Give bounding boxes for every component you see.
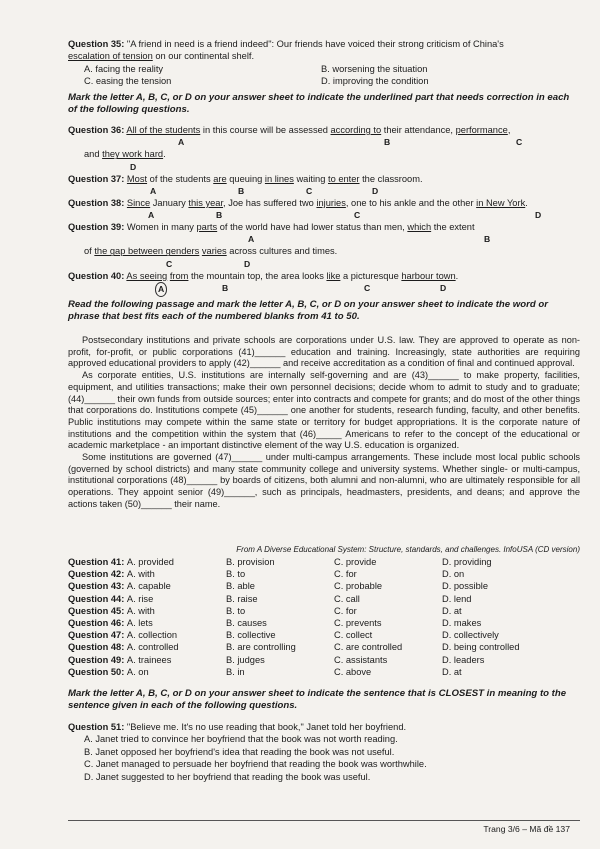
- option-a: A. facing the reality: [84, 63, 164, 74]
- letter-d: D: [535, 210, 542, 221]
- underlined-c: in lines: [264, 174, 294, 184]
- question-text-tail: on our continental shelf.: [152, 51, 255, 62]
- option-a: A. Janet tried to convince her boyfriend that the book was not worth reading.: [84, 734, 398, 745]
- text: January: [150, 198, 189, 208]
- option-a: A. trainees: [126, 654, 172, 665]
- reading-passage: [68, 335, 580, 511]
- underlined-c: performance: [455, 125, 508, 135]
- question-label: Question 36:: [68, 125, 125, 135]
- option-a: A. lets: [126, 618, 153, 629]
- letter-a-circled: A: [155, 282, 167, 296]
- option-a: A. provided: [126, 557, 174, 567]
- text: .: [163, 149, 166, 160]
- option-c: C. collect: [334, 630, 373, 641]
- option-b: B. judges: [226, 654, 265, 665]
- letter-b: B: [238, 186, 245, 197]
- question-label: Question 41:: [68, 557, 125, 567]
- option-b: B. provision: [226, 557, 275, 567]
- letter-c: C: [364, 283, 371, 294]
- text: .: [525, 198, 528, 208]
- underlined-b: are: [213, 174, 227, 184]
- text: ,: [507, 125, 511, 135]
- mc-question-45: [68, 605, 226, 617]
- underlined-a: Since: [126, 198, 151, 208]
- text: waiting: [293, 174, 328, 184]
- option-c: C. provide: [334, 557, 377, 567]
- option-c: C. above: [334, 666, 372, 677]
- letter-a: A: [150, 186, 157, 197]
- mc-question-47: [68, 629, 226, 641]
- underlined-d: harbour town: [401, 271, 456, 281]
- letter-d: D: [130, 161, 137, 172]
- underlined-phrase: escalation of tension: [68, 51, 153, 62]
- underlined-d: to enter: [327, 174, 360, 184]
- instruction-closest-meaning: Mark the letter A, B, C, or D on your answer sheet to indicate the sentence that is CLOSEST in meaning to the sentence given in each of the following questions.: [68, 688, 567, 712]
- mc-question-41: [68, 556, 226, 568]
- mc-question-43: [68, 580, 226, 592]
- letter-d: D: [372, 186, 379, 197]
- letter-d: D: [244, 258, 251, 269]
- passage-source: From A Diverse Educational System: Structure, standards, and challenges. InfoUSA (CD version): [236, 545, 580, 554]
- page-footer: [68, 820, 580, 834]
- option-d: D. collectively: [442, 630, 499, 641]
- underlined-a: As seeing: [126, 271, 168, 281]
- option-d: D. at: [442, 605, 462, 616]
- letter-c: C: [354, 210, 361, 221]
- text: , one to his ankle and the other: [345, 198, 477, 208]
- option-d: D. improving the condition: [321, 76, 429, 87]
- underlined-b: this year: [188, 198, 224, 208]
- question-38: [68, 197, 580, 219]
- text: the classroom.: [359, 174, 423, 184]
- mc-question-44: [68, 593, 226, 605]
- letter-d: D: [440, 283, 447, 294]
- question-label: Question 37:: [68, 174, 125, 184]
- question-label: Question 48:: [68, 642, 125, 653]
- letter-b: B: [216, 210, 223, 221]
- question-label: Question 43:: [68, 581, 125, 592]
- letter-c: C: [306, 186, 313, 197]
- option-b: B. are controlling: [226, 642, 296, 653]
- option-c: C. probable: [334, 581, 383, 592]
- text: queuing: [226, 174, 265, 184]
- option-a: A. with: [126, 605, 155, 616]
- paragraph-3: Some institutions are governed (47)______ under multi-campus arrangements. These include most local public schools (governed by school districts) and many state community college and university systems. Whether single- or multi-campus, institutional corporations (48)______ by boards of citizens, both alumni and non-alumni, who are ultimately responsible for all operations. They appoint senior (49)______, such as principals, headmasters, presidents, and deans; and approve the actions taken (50)______ their name.: [68, 452, 580, 509]
- option-c: C. call: [334, 593, 360, 604]
- option-d: D. lend: [442, 593, 472, 604]
- underlined-a: Most: [126, 174, 148, 184]
- question-label: Question 39:: [68, 222, 125, 232]
- option-b: B. causes: [226, 618, 267, 629]
- question-label: Question 42:: [68, 569, 125, 580]
- text: Women in many: [126, 222, 197, 232]
- question-label: Question 44:: [68, 593, 125, 604]
- option-b: B. raise: [226, 593, 258, 604]
- mc-question-49: [68, 654, 226, 666]
- question-label: Question 47:: [68, 630, 125, 641]
- option-c: C. assistants: [334, 654, 388, 665]
- text: .: [455, 271, 459, 281]
- option-a: A. with: [126, 569, 155, 580]
- option-b: B. in: [226, 666, 245, 677]
- option-d: D. makes: [442, 618, 482, 629]
- option-d: D. being controlled: [442, 642, 520, 653]
- option-d: D. at: [442, 666, 462, 677]
- option-c: C. for: [334, 605, 357, 616]
- option-b: B. to: [226, 569, 246, 580]
- page-number: Trang 3/6 – Mã đề 137: [483, 824, 570, 834]
- instruction-cloze: Read the following passage and mark the letter A, B, C, or D on your answer sheet to indicate the word or phrase that best fits each of the numbered blanks from 41 to 50.: [68, 299, 548, 323]
- instruction-error-identification: Mark the letter A, B, C, or D on your answer sheet to indicate the underlined part that needs correction in each of the following questions.: [68, 92, 570, 116]
- letter-c: C: [516, 137, 523, 148]
- question-label: Question 51:: [68, 722, 125, 732]
- question-label: Question 45:: [68, 605, 125, 616]
- paragraph-1: Postsecondary institutions and private schools are corporations under U.S. law. They are approved to operate as non-profit, for-profit, or public corporations (41)______ education and training. Increasingly, state authorities are requiring approved educational providers to apply (42)______ and receive accreditation as a condition of final and continued approval.: [68, 335, 580, 369]
- question-label: Question 38:: [68, 198, 125, 208]
- text: in this course will be assessed: [200, 125, 331, 135]
- mc-question-50: [68, 666, 226, 678]
- text: , Joe has suffered two: [223, 198, 317, 208]
- option-a: A. controlled: [126, 642, 179, 653]
- question-37: [68, 173, 580, 195]
- option-d: D. leaders: [442, 654, 485, 665]
- option-b: B. to: [226, 605, 246, 616]
- option-b: B. able: [226, 581, 255, 592]
- question-label: Question 46:: [68, 618, 125, 629]
- option-d: D. possible: [442, 581, 488, 592]
- text: and: [84, 149, 103, 160]
- option-c: C. for: [334, 569, 357, 580]
- question-text: "Believe me. It's no use reading that book," Janet told her boyfriend.: [126, 722, 407, 732]
- option-a: A. capable: [126, 581, 171, 592]
- option-a: A. collection: [126, 630, 178, 641]
- underlined-d: varies: [201, 246, 227, 257]
- letter-b: B: [484, 234, 491, 245]
- underlined-a: parts: [196, 222, 218, 232]
- question-39: [68, 221, 580, 268]
- mc-question-42: [68, 568, 226, 580]
- underlined-a: All of the students: [126, 125, 201, 135]
- underlined-b: according to: [330, 125, 382, 135]
- question-40: [68, 270, 580, 295]
- underlined-b: which: [407, 222, 432, 232]
- text: the mountain top, the area looks: [188, 271, 327, 281]
- answer-options-grid: [68, 556, 580, 678]
- mc-question-46: [68, 617, 226, 629]
- text: a picturesque: [340, 271, 402, 281]
- question-51: [68, 721, 580, 783]
- underlined-c: the gap between genders: [94, 246, 200, 257]
- letter-b: B: [384, 137, 391, 148]
- option-d: D. providing: [442, 557, 492, 567]
- option-b: B. Janet opposed her boyfriend's idea that reading the book was not useful.: [84, 746, 395, 757]
- option-a: A. on: [126, 666, 149, 677]
- underlined-c: injuries: [316, 198, 346, 208]
- text: of the students: [147, 174, 214, 184]
- option-b: B. worsening the situation: [321, 63, 428, 74]
- mc-question-48: [68, 641, 226, 653]
- underlined-d: in New York: [476, 198, 526, 208]
- text: across cultures and times.: [226, 246, 338, 257]
- option-d: D. on: [442, 569, 465, 580]
- option-c: C. are controlled: [334, 642, 403, 653]
- text: of: [84, 246, 95, 257]
- text: their attendance,: [381, 125, 456, 135]
- question-label: Question 49:: [68, 654, 125, 665]
- letter-a: A: [148, 210, 155, 221]
- question-text: "A friend in need is a friend indeed": Our friends have voiced their strong criticism of China's: [126, 39, 504, 49]
- question-label: Question 40:: [68, 271, 125, 281]
- text: the extent: [431, 222, 475, 232]
- option-c: C. easing the tension: [84, 76, 172, 87]
- option-a: A. rise: [126, 593, 154, 604]
- text: of the world have had lower status than men,: [217, 222, 408, 232]
- option-c: C. prevents: [334, 618, 382, 629]
- letter-a: A: [178, 137, 185, 148]
- underlined-c: like: [326, 271, 341, 281]
- question-36: [68, 124, 580, 171]
- option-d: D. Janet suggested to her boyfriend that reading the book was useful.: [84, 771, 371, 782]
- option-c: C. Janet managed to persuade her boyfriend that reading the book was worthwhile.: [84, 759, 427, 770]
- letter-c: C: [166, 258, 173, 269]
- question-35: [68, 38, 580, 88]
- letter-a: A: [248, 234, 255, 245]
- option-b: B. collective: [226, 630, 276, 641]
- question-label: Question 35:: [68, 39, 125, 49]
- underlined-b: from: [169, 271, 189, 281]
- underlined-d: they work hard: [102, 149, 164, 160]
- paragraph-2: As corporate entities, U.S. institutions are internally self-governing and are (43)______ to make property, facilities, equipment, and utilities transactions; make their own personnel decisions; decide whom to admit to study and to graduate; (44)______ their own funds from outside sources; enter into contracts and compete for grants; and do most of the other things that corporations do. Institutions compete (45)______ one another for students, research funding, faculty, and other benefits. Public institutions may compete within the same state or territory for budget appropriations. It is the corporate nature of institutions and the competition within the system that (46)_____ Americans to refer to the concept of the educational or academic marketplace - an important distinctive element of the way U.S. education is organized.: [68, 370, 580, 451]
- question-label: Question 50:: [68, 666, 125, 677]
- letter-b: B: [222, 283, 229, 294]
